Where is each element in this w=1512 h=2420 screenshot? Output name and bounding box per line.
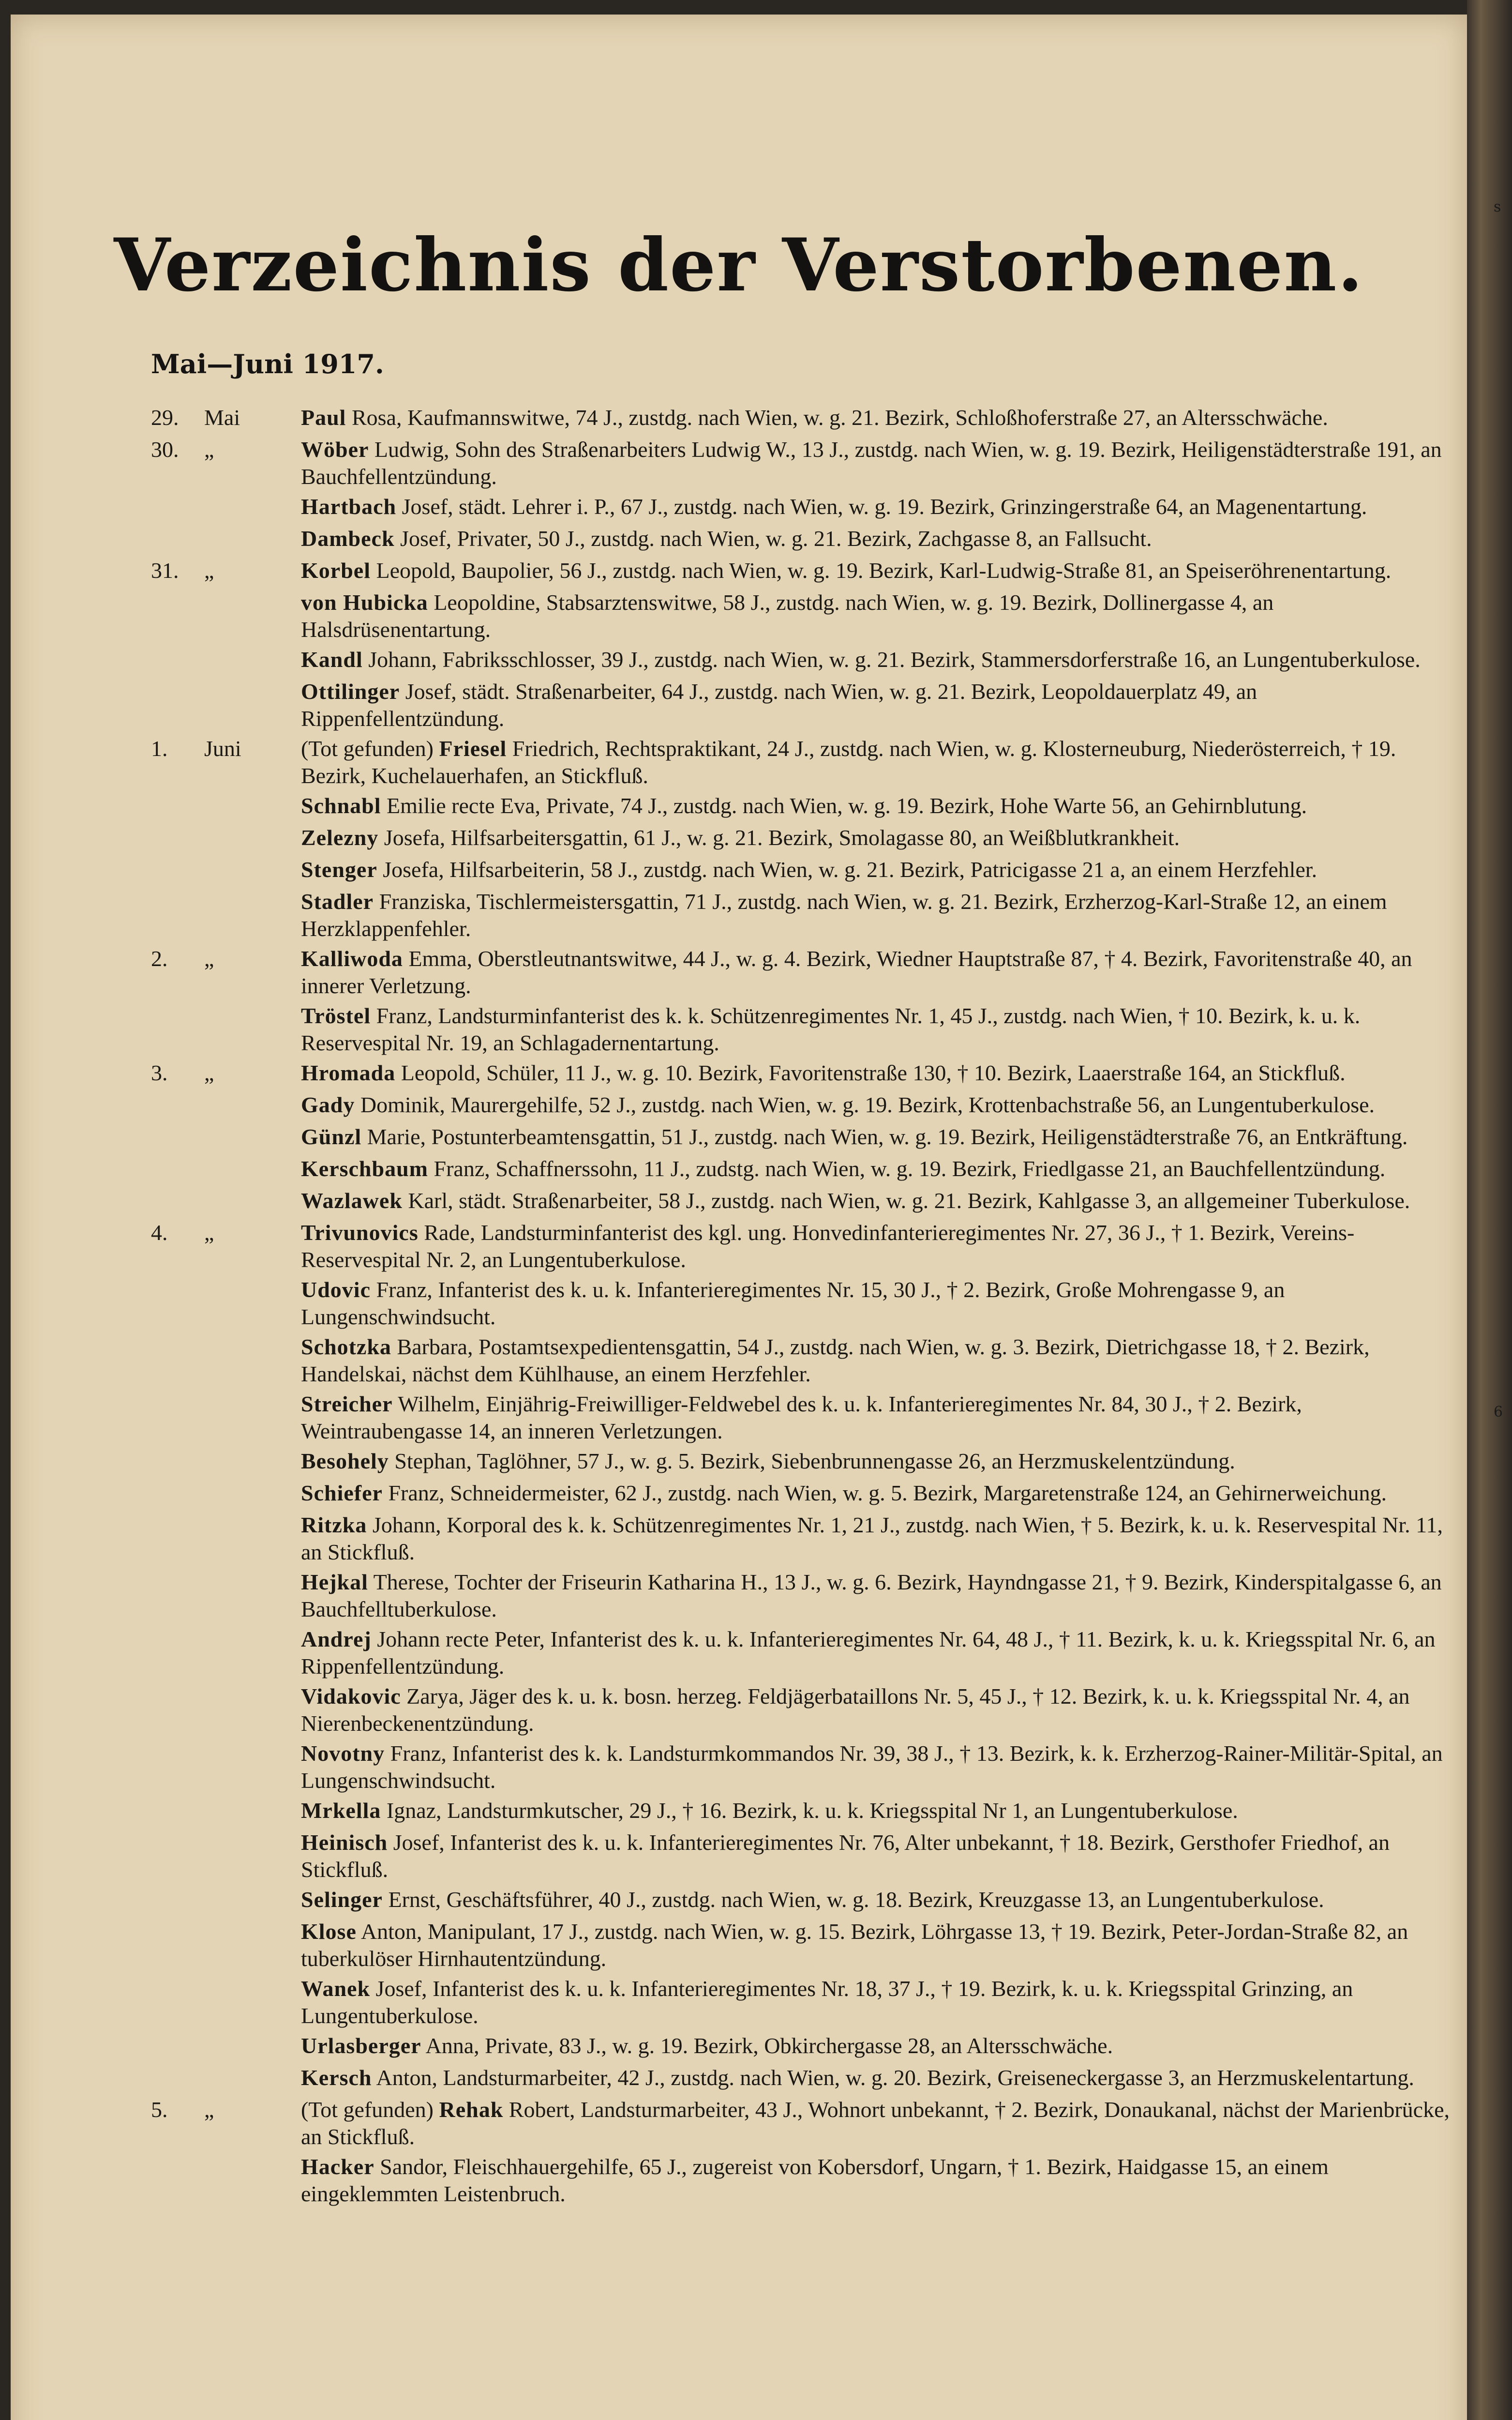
register-entry <box>11 1059 1467 1089</box>
register-entry <box>11 525 1467 554</box>
entry-details: Josef, städt. Lehrer i. P., 67 J., zustdg. nach Wien, w. g. 19. Bezirk, Grinzingerstraße 64, an Magenentartung. <box>402 494 1367 519</box>
register-entry <box>11 1829 1467 1883</box>
entry-details: Leopoldine, Stabsarztenswitwe, 58 J., zustdg. nach Wien, w. g. 19. Bezirk, Dollinergasse 4, an Halsdrüsenentartung. <box>301 590 1274 642</box>
entry-details: Ludwig, Sohn des Straßenarbeiters Ludwig W., 13 J., zustdg. nach Wien, w. g. 19. Bezirk, Heiligenstädterstraße 191, an Bauchfellentzündung. <box>301 437 1442 489</box>
deceased-surname: Vidakovic <box>301 1684 401 1709</box>
entry-text <box>301 1626 1450 1680</box>
register-entry <box>11 1918 1467 1972</box>
deceased-surname: Stadler <box>301 889 374 914</box>
entry-details: Johann recte Peter, Infanterist des k. u. k. Infanterieregimentes Nr. 64, 48 J., † 11. Bezirk, k. u. k. Kriegsspital Nr. 6, an Rippenfellentzündung. <box>301 1627 1436 1679</box>
entry-details: Franz, Infanterist des k. k. Landsturmkommandos Nr. 39, 38 J., † 13. Bezirk, k. k. Erzherzog-Rainer-Militär-Spital, an Lungenschwindsucht. <box>301 1741 1443 1793</box>
entry-details: Sandor, Fleischhauergehilfe, 65 J., zugereist von Kobersdorf, Ungarn, † 1. Bezirk, Haidgasse 15, an einem eingeklemmten Leistenbruch. <box>301 2154 1329 2206</box>
register-entry <box>11 1123 1467 1152</box>
register-entry <box>11 1975 1467 2029</box>
entry-text <box>301 589 1450 643</box>
register-entry <box>11 1886 1467 1915</box>
register-entry <box>11 1512 1467 1566</box>
deceased-surname: Paul <box>301 405 346 430</box>
deceased-surname: Urlasberger <box>301 2033 421 2058</box>
deceased-surname: Klose <box>301 1919 357 1944</box>
entry-details: Therese, Tochter der Friseurin Katharina H., 13 J., w. g. 6. Bezirk, Hayndngasse 21, † 9. Bezirk, Kinderspitalgasse 6, an Bauchfelltuberkulose. <box>301 1570 1442 1621</box>
date-range-heading: Mai—Juni 1917. <box>151 348 384 379</box>
entry-month: „ <box>204 1220 214 1245</box>
entry-details: Zarya, Jäger des k. u. k. bosn. herzeg. Feldjägerbataillons Nr. 5, 45 J., † 12. Bezirk, k. u. k. Kriegsspital Nr. 4, an Nierenbeckenentzündung. <box>301 1684 1410 1736</box>
register-entry <box>11 1448 1467 1477</box>
deceased-surname: Kandl <box>301 647 363 672</box>
register-entry <box>11 1683 1467 1737</box>
entry-details: Ignaz, Landsturmkutscher, 29 J., † 16. Bezirk, k. u. k. Kriegsspital Nr 1, an Lungentuberkulose. <box>386 1798 1238 1823</box>
deceased-surname: Hromada <box>301 1060 396 1085</box>
entry-text <box>301 1480 1450 1507</box>
deceased-surname: Kersch <box>301 2065 372 2090</box>
deceased-surname: von Hubicka <box>301 590 428 615</box>
register-entry <box>11 1187 1467 1216</box>
entry-details: Dominik, Maurergehilfe, 52 J., zustdg. nach Wien, w. g. 19. Bezirk, Krottenbachstraße 56, an Lungentuberkulose. <box>360 1092 1375 1117</box>
entry-details: Stephan, Taglöhner, 57 J., w. g. 5. Bezirk, Siebenbrunnengasse 26, an Herzmuskelentzündung. <box>394 1449 1235 1473</box>
register-entry <box>11 2064 1467 2093</box>
deceased-surname: Hacker <box>301 2154 374 2179</box>
entry-details: Anton, Manipulant, 17 J., zustdg. nach Wien, w. g. 15. Bezirk, Löhrgasse 13, † 19. Bezirk, Peter-Jordan-Straße 82, an tuberkulöser Hirnhautentzündung. <box>301 1919 1408 1971</box>
entry-details: Emma, Oberstleutnantswitwe, 44 J., w. g. 4. Bezirk, Wiedner Hauptstraße 87, † 4. Bezirk, Favoritenstraße 40, an innerer Verletzung. <box>301 946 1412 998</box>
entry-text <box>301 1123 1450 1150</box>
entry-details: Franz, Schaffnerssohn, 11 J., zudstg. nach Wien, w. g. 19. Bezirk, Friedlgasse 21, an Bauchfellentzündung. <box>434 1156 1386 1181</box>
entry-details: Johann, Fabriksschlosser, 39 J., zustdg. nach Wien, w. g. 21. Bezirk, Stammersdorferstraße 16, an Lungentuberkulose. <box>368 647 1421 672</box>
entry-text <box>301 1333 1450 1388</box>
entry-month: „ <box>204 946 214 971</box>
entry-text <box>301 404 1450 431</box>
entry-text <box>301 2153 1450 2208</box>
entry-details: Anna, Private, 83 J., w. g. 19. Bezirk, Obkirchergasse 28, an Altersschwäche. <box>425 2033 1113 2058</box>
entry-details: Karl, städt. Straßenarbeiter, 58 J., zustdg. nach Wien, w. g. 21. Bezirk, Kahlgasse 3, an allgemeiner Tuberkulose. <box>408 1188 1410 1213</box>
register-entry <box>11 678 1467 732</box>
entry-text <box>301 1683 1450 1737</box>
register-entry <box>11 1480 1467 1509</box>
entry-text <box>301 1091 1450 1119</box>
register-entry <box>11 2096 1467 2150</box>
register-entry <box>11 945 1467 999</box>
entry-details: Franziska, Tischlermeistersgattin, 71 J., zustdg. nach Wien, w. g. 21. Bezirk, Erzherzog-Karl-Straße 12, an einem Herzklappenfehler. <box>301 889 1387 941</box>
register-entry <box>11 557 1467 586</box>
entry-details: Rosa, Kaufmannswitwe, 74 J., zustdg. nach Wien, w. g. 21. Bezirk, Schloßhoferstraße 27, an Altersschwäche. <box>351 405 1328 430</box>
deceased-surname: Ritzka <box>301 1512 367 1537</box>
entry-day: 29. <box>151 405 179 430</box>
register-entry <box>11 1276 1467 1331</box>
register-entry <box>11 1333 1467 1388</box>
register-entry <box>11 436 1467 490</box>
entry-text <box>301 1975 1450 2029</box>
deceased-surname: Besohely <box>301 1449 389 1473</box>
entry-text <box>301 1059 1450 1087</box>
entry-text <box>301 792 1450 819</box>
entry-text <box>301 1391 1450 1445</box>
deceased-surname: Tröstel <box>301 1003 371 1028</box>
entry-text <box>301 1886 1450 1913</box>
deceased-surname: Schotzka <box>301 1334 391 1359</box>
deceased-surname: Wanek <box>301 1976 371 2001</box>
entry-day: 30. <box>151 437 179 462</box>
register-entry <box>11 404 1467 433</box>
page-title: Verzeichnis der Verstorbenen. <box>114 223 1364 308</box>
deceased-surname: Korbel <box>301 558 371 583</box>
entry-text <box>301 2064 1450 2091</box>
entry-text <box>301 1187 1450 1214</box>
deceased-surname: Zelezny <box>301 825 379 850</box>
register-entry <box>11 735 1467 789</box>
deceased-surname: Streicher <box>301 1392 393 1416</box>
entry-month: „ <box>204 437 214 462</box>
entry-details: Emilie recte Eva, Private, 74 J., zustdg. nach Wien, w. g. 19. Bezirk, Hohe Warte 56, an Gehirnblutung. <box>387 793 1307 818</box>
entry-day: 3. <box>151 1060 168 1085</box>
entry-text <box>301 888 1450 942</box>
entry-day: 5. <box>151 2097 168 2122</box>
entry-text <box>301 557 1450 584</box>
entry-details: Josef, städt. Straßenarbeiter, 64 J., zustdg. nach Wien, w. g. 21. Bezirk, Leopoldauerplatz 49, an Rippenfellentzündung. <box>301 679 1258 731</box>
margin-mark: 6 <box>1494 1404 1503 1421</box>
deceased-surname: Wazlawek <box>301 1188 403 1213</box>
register-entry <box>11 1626 1467 1680</box>
entry-text <box>301 824 1450 851</box>
deceased-surname: Gady <box>301 1092 355 1117</box>
entry-text <box>301 735 1450 789</box>
register-entry <box>11 589 1467 643</box>
register-entry <box>11 646 1467 675</box>
register-entry <box>11 493 1467 522</box>
register-entry <box>11 1091 1467 1120</box>
entry-text <box>301 1797 1450 1824</box>
entry-month: Mai <box>204 405 240 430</box>
entry-month: „ <box>204 558 214 583</box>
entry-details: Robert, Landsturmarbeiter, 43 J., Wohnort unbekannt, † 2. Bezirk, Donaukanal, nächst der Marienbrücke, an Stickfluß. <box>301 2097 1450 2149</box>
register-entry <box>11 1002 1467 1057</box>
entry-text <box>301 856 1450 883</box>
deceased-surname: Dambeck <box>301 526 395 551</box>
entry-details: Friedrich, Rechtspraktikant, 24 J., zustdg. nach Wien, w. g. Klosterneuburg, Niederösterreich, † 19. Bezirk, Kuchelauerhafen, an Stickfluß. <box>301 736 1396 788</box>
deceased-surname: Schiefer <box>301 1481 383 1505</box>
register-entry <box>11 2153 1467 2208</box>
register-entry <box>11 1797 1467 1826</box>
entry-text <box>301 2032 1450 2059</box>
deceased-surname: Stenger <box>301 857 377 882</box>
entry-text <box>301 493 1450 520</box>
entry-details: Ernst, Geschäftsführer, 40 J., zustdg. nach Wien, w. g. 18. Bezirk, Kreuzgasse 13, an Lungentuberkulose. <box>388 1887 1324 1912</box>
entry-details: Franz, Schneidermeister, 62 J., zustdg. nach Wien, w. g. 5. Bezirk, Margaretenstraße 124, an Gehirnerweichung. <box>388 1481 1387 1505</box>
deceased-surname: Rehak <box>439 2097 504 2122</box>
deceased-surname: Kerschbaum <box>301 1156 428 1181</box>
entry-details: Josef, Privater, 50 J., zustdg. nach Wien, w. g. 21. Bezirk, Zachgasse 8, an Fallsucht. <box>400 526 1152 551</box>
deceased-surname: Ottilinger <box>301 679 400 704</box>
entry-text <box>301 1512 1450 1566</box>
entry-details: Leopold, Schüler, 11 J., w. g. 10. Bezirk, Favoritenstraße 130, † 10. Bezirk, Laaerstraße 164, an Stickfluß. <box>401 1060 1346 1085</box>
entry-text <box>301 1829 1450 1883</box>
entry-details: Josefa, Hilfsarbeitersgattin, 61 J., w. g. 21. Bezirk, Smolagasse 80, an Weißblutkrankheit. <box>384 825 1180 850</box>
entry-text <box>301 1002 1450 1057</box>
book-spine-edge <box>1467 0 1512 2420</box>
margin-mark: s <box>1494 198 1501 215</box>
deceased-surname: Selinger <box>301 1887 383 1912</box>
entry-text <box>301 646 1450 673</box>
entry-text <box>301 2096 1450 2150</box>
document-page <box>11 15 1467 2420</box>
entry-details: Wilhelm, Einjährig-Freiwilliger-Feldwebel des k. u. k. Infanterieregimentes Nr. 84, 30 J., † 2. Bezirk, Weintraubengasse 14, an inneren Verletzungen. <box>301 1392 1302 1443</box>
entry-details: Leopold, Baupolier, 56 J., zustdg. nach Wien, w. g. 19. Bezirk, Karl-Ludwig-Straße 81, an Speiseröhrenentartung. <box>376 558 1392 583</box>
entry-day: 1. <box>151 736 168 761</box>
register-entry <box>11 888 1467 942</box>
entry-day: 4. <box>151 1220 168 1245</box>
register-entry <box>11 856 1467 885</box>
deceased-surname: Heinisch <box>301 1830 388 1855</box>
entry-text <box>301 1569 1450 1623</box>
deceased-surname: Günzl <box>301 1124 362 1149</box>
entry-details: Johann, Korporal des k. k. Schützenregimentes Nr. 1, 21 J., zustdg. nach Wien, † 5. Bezirk, k. u. k. Reservespital Nr. 11, an Stickfluß. <box>301 1512 1443 1564</box>
deceased-surname: Wöber <box>301 437 369 462</box>
deceased-surname: Hejkal <box>301 1570 368 1594</box>
entry-day: 31. <box>151 558 179 583</box>
entry-text <box>301 1448 1450 1475</box>
deceased-surname: Schnabl <box>301 793 381 818</box>
entry-details: Rade, Landsturminfanterist des kgl. ung. Honvedinfanterieregimentes Nr. 27, 36 J., † 1. Bezirk, Vereins-Reservespital Nr. 2, an Lungentuberkulose. <box>301 1220 1355 1272</box>
entry-month: Juni <box>204 736 241 761</box>
deceased-surname: Kalliwoda <box>301 946 403 971</box>
deceased-surname: Trivunovics <box>301 1220 419 1245</box>
entry-details: Josef, Infanterist des k. u. k. Infanterieregimentes Nr. 76, Alter unbekannt, † 18. Bezirk, Gersthofer Friedhof, an Stickfluß. <box>301 1830 1390 1882</box>
entry-prefix: (Tot gefunden) <box>301 736 434 761</box>
entry-prefix: (Tot gefunden) <box>301 2097 434 2122</box>
entry-text <box>301 436 1450 490</box>
entry-text <box>301 1740 1450 1794</box>
register-entry <box>11 824 1467 853</box>
register-entry <box>11 1740 1467 1794</box>
entry-details: Franz, Infanterist des k. u. k. Infanterieregimentes Nr. 15, 30 J., † 2. Bezirk, Große Mohrengasse 9, an Lungenschwindsucht. <box>301 1277 1285 1329</box>
register-entry <box>11 1569 1467 1623</box>
entry-details: Barbara, Postamtsexpedientensgattin, 54 J., zustdg. nach Wien, w. g. 3. Bezirk, Dietrichgasse 18, † 2. Bezirk, Handelskai, nächst dem Kühlhause, an einem Herzfehler. <box>301 1334 1370 1386</box>
deceased-surname: Mrkella <box>301 1798 381 1823</box>
entry-text <box>301 1276 1450 1331</box>
entry-details: Franz, Landsturminfanterist des k. k. Schützenregimentes Nr. 1, 45 J., zustdg. nach Wien, † 10. Bezirk, k. u. k. Reservespital Nr. 19, an Schlagadernentartung. <box>301 1003 1361 1055</box>
entry-text <box>301 525 1450 552</box>
deceased-surname: Friesel <box>439 736 507 761</box>
entry-day: 2. <box>151 946 168 971</box>
entry-details: Josef, Infanterist des k. u. k. Infanterieregimentes Nr. 18, 37 J., † 19. Bezirk, k. u. k. Kriegsspital Grinzing, an Lungentuberkulose. <box>301 1976 1353 2028</box>
entry-text <box>301 1155 1450 1182</box>
entry-details: Anton, Landsturmarbeiter, 42 J., zustdg. nach Wien, w. g. 20. Bezirk, Greiseneckergasse 3, an Herzmuskelentartung. <box>376 2065 1414 2090</box>
deceased-surname: Udovic <box>301 1277 371 1302</box>
entry-month: „ <box>204 1060 214 1085</box>
deceased-surname: Andrej <box>301 1627 372 1651</box>
entry-month: „ <box>204 2097 214 2122</box>
register-entry <box>11 1155 1467 1184</box>
register-entry <box>11 792 1467 821</box>
register-entry <box>11 1391 1467 1445</box>
entry-text <box>301 1918 1450 1972</box>
register-entry <box>11 1219 1467 1273</box>
register-entry <box>11 2032 1467 2061</box>
entry-text <box>301 1219 1450 1273</box>
entry-text <box>301 945 1450 999</box>
entry-text <box>301 678 1450 732</box>
entry-details: Josefa, Hilfsarbeiterin, 58 J., zustdg. nach Wien, w. g. 21. Bezirk, Patricigasse 21 a, an einem Herzfehler. <box>383 857 1317 882</box>
entry-details: Marie, Postunterbeamtensgattin, 51 J., zustdg. nach Wien, w. g. 19. Bezirk, Heiligenstädterstraße 76, an Entkräftung. <box>367 1124 1408 1149</box>
deceased-surname: Hartbach <box>301 494 397 519</box>
death-register-list <box>11 404 1467 2210</box>
deceased-surname: Novotny <box>301 1741 385 1766</box>
